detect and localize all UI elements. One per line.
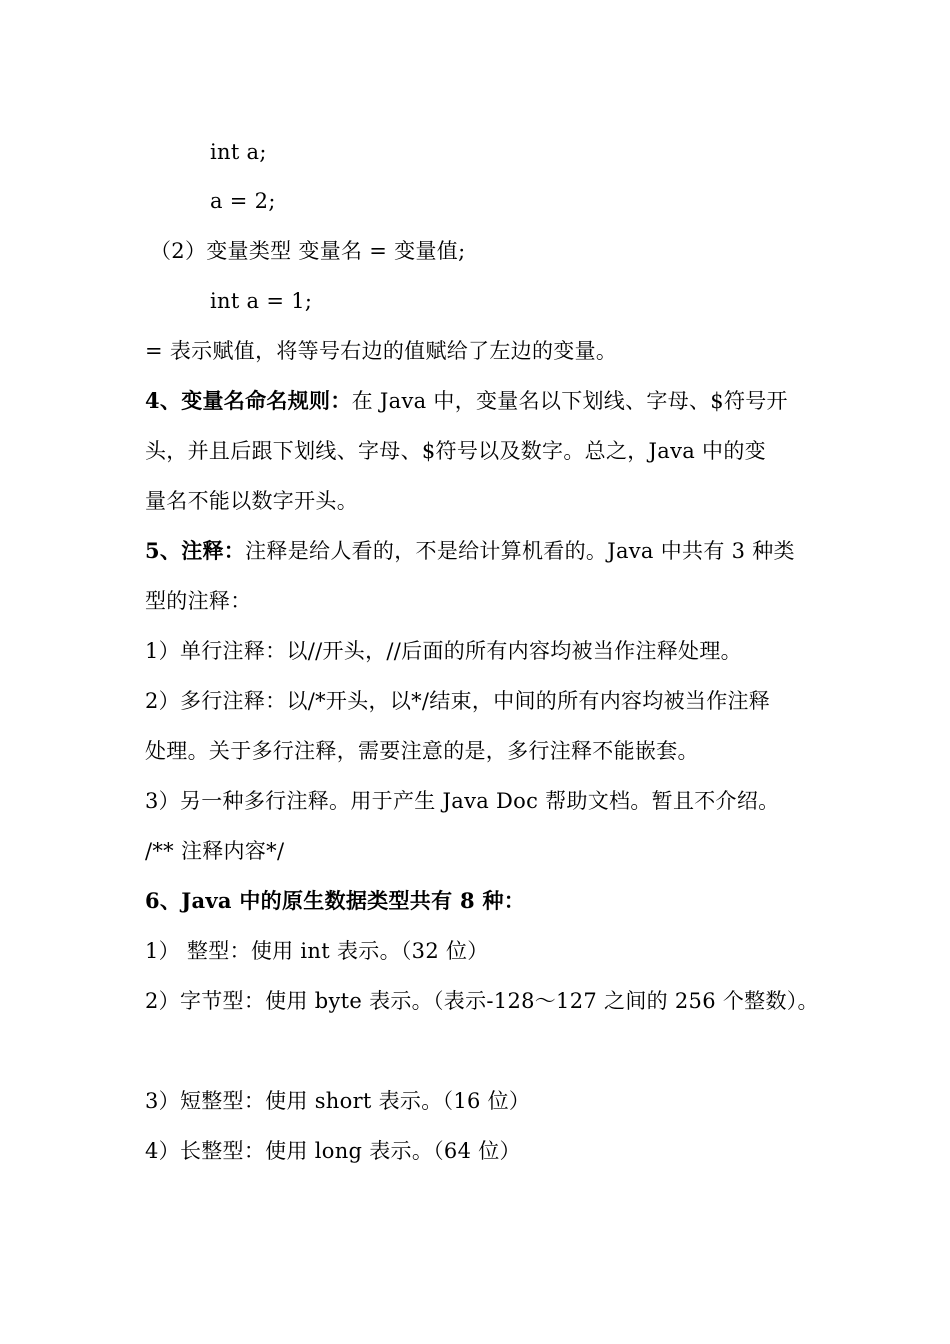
code-line-int-a-init: int a = 1; [210,289,313,313]
comment-type-2: 2）多行注释：以/*开头，以*/结束，中间的所有内容均被当作注释 [145,689,771,713]
type-byte: 2）字节型：使用 byte 表示。（表示-128～127 之间的 256 个整数）。 [145,989,819,1013]
comment-type-3: 3）另一种多行注释。用于产生 Java Doc 帮助文档。暂且不介绍。 [145,789,780,813]
type-short: 3）短整型：使用 short 表示。（16 位） [145,1089,531,1113]
code-line-a-assign: a = 2; [210,189,276,213]
section-4-line-2: 头，并且后跟下划线、字母、$符号以及数字。总之，Java 中的变 [145,439,766,463]
section-4-text: 在 Java 中，变量名以下划线、字母、$符号开 [351,389,788,413]
syntax-line: （2）变量类型 变量名 = 变量值; [150,239,466,263]
type-int: 1） 整型：使用 int 表示。（32 位） [145,939,489,963]
code-line-int-a: int a; [210,140,267,164]
section-4-heading: 4、变量名命名规则： [145,388,352,413]
section-4-line-1 [145,386,788,416]
section-5-line-2: 型的注释： [145,589,252,613]
section-4-line-3: 量名不能以数字开头。 [145,489,358,513]
type-long: 4）长整型：使用 long 表示。（64 位） [145,1139,521,1163]
section-5-text: 注释是给人看的，不是给计算机看的。Java 中共有 3 种类 [245,539,795,563]
comment-type-1: 1）单行注释：以//开头，//后面的所有内容均被当作注释处理。 [145,639,742,663]
section-5-heading: 5、注释： [145,538,246,563]
assignment-note: = 表示赋值，将等号右边的值赋给了左边的变量。 [145,339,618,363]
javadoc-example: /** 注释内容*/ [145,839,285,863]
section-5-line-1 [145,536,795,566]
comment-type-2-cont: 处理。关于多行注释，需要注意的是，多行注释不能嵌套。 [145,739,699,763]
section-6-heading: 6、Java 中的原生数据类型共有 8 种： [145,888,526,913]
